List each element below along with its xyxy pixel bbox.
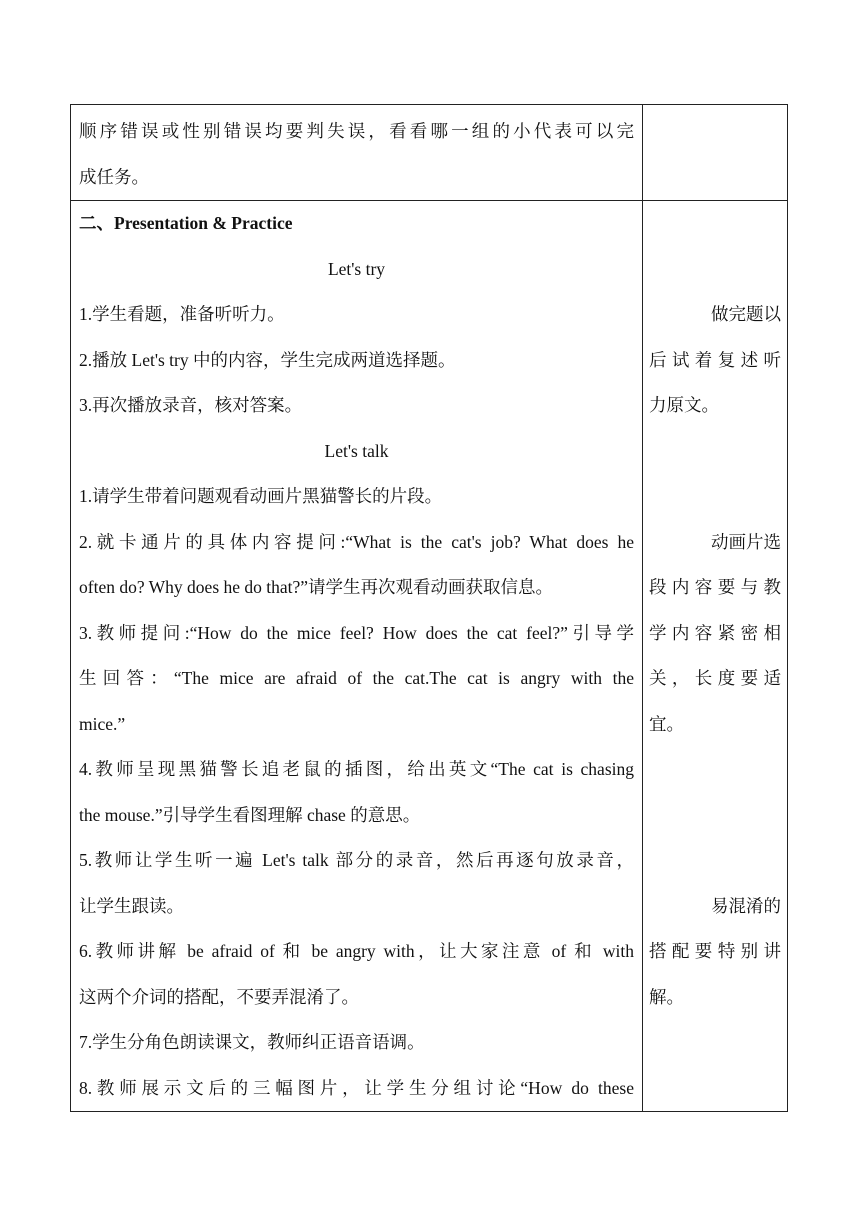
- text-line: 生回答：“The mice are afraid of the cat.The cat is angry with the: [79, 668, 634, 688]
- note-line: 力原文。: [649, 395, 719, 415]
- note-line: 做完题以: [711, 304, 781, 324]
- text-line: 8.教师展示文后的三幅图片，让学生分组讨论“How do these: [79, 1077, 634, 1098]
- note-cell: [643, 201, 788, 1112]
- text-line: 4.教师呈现黑猫警长追老鼠的插图，给出英文“The cat is chasing: [79, 759, 634, 779]
- text-line: 2.播放 Let's try 中的内容，学生完成两道选择题。: [79, 349, 456, 370]
- note-line: 动画片选: [711, 531, 781, 552]
- note-line: 学内容紧密相: [649, 622, 781, 643]
- text-line: 顺序错误或性别错误均要判失误，看看哪一组的小代表可以完: [79, 121, 634, 141]
- lets-talk-title: Let's talk: [324, 440, 389, 461]
- table-row: [71, 201, 788, 1112]
- note-cell: [643, 105, 788, 201]
- teaching-note-listening: [643, 201, 787, 429]
- note-line: 解。: [649, 986, 684, 1007]
- text-line: the mouse.”引导学生看图理解 chase 的意思。: [79, 804, 421, 825]
- text-line: 6.教师讲解 be afraid of 和 be angry with，让大家注意 of 和 with: [79, 941, 634, 961]
- note-line: 段内容要与教: [649, 577, 781, 597]
- table-row: [71, 105, 788, 201]
- text-line: 2.就卡通片的具体内容提问:“What is the cat's job? What does he: [79, 531, 634, 552]
- text-line: 7.学生分角色朗读课文，教师纠正语音语调。: [79, 1032, 425, 1052]
- content-cell: [71, 105, 643, 201]
- teaching-note-collocation: [643, 747, 787, 1020]
- note-line: 易混淆的: [711, 895, 781, 916]
- note-line: 关，长度要适: [649, 668, 781, 688]
- text-line: often do? Why does he do that?”请学生再次观看动画获取信息。: [79, 577, 554, 597]
- note-line: 宜。: [649, 713, 684, 734]
- text-line: 成任务。: [79, 166, 149, 187]
- text-line: 这两个介词的搭配，不要弄混淆了。: [79, 986, 359, 1007]
- text-line: 5.教师让学生听一遍 Let's talk 部分的录音，然后再逐句放录音，: [79, 850, 634, 870]
- text-line: 1.学生看题，准备听听力。: [79, 304, 285, 324]
- content-cell: [71, 201, 643, 1112]
- section-heading: 二、Presentation & Practice: [79, 213, 293, 233]
- text-line: mice.”: [79, 713, 126, 734]
- note-line: 搭配要特别讲: [649, 941, 781, 961]
- text-line: 3.教师提问:“How do the mice feel? How does the cat feel?”引导学: [79, 622, 634, 643]
- lets-try-title: Let's try: [327, 258, 386, 279]
- text-line: 3.再次播放录音，核对答案。: [79, 395, 303, 415]
- text-line: 1.请学生带着问题观看动画片黑猫警长的片段。: [79, 486, 443, 506]
- text-line: 让学生跟读。: [79, 895, 184, 916]
- teaching-note-cartoon: [643, 429, 787, 748]
- note-line: 后试着复述听: [649, 349, 781, 370]
- lesson-plan-table: [70, 104, 788, 1112]
